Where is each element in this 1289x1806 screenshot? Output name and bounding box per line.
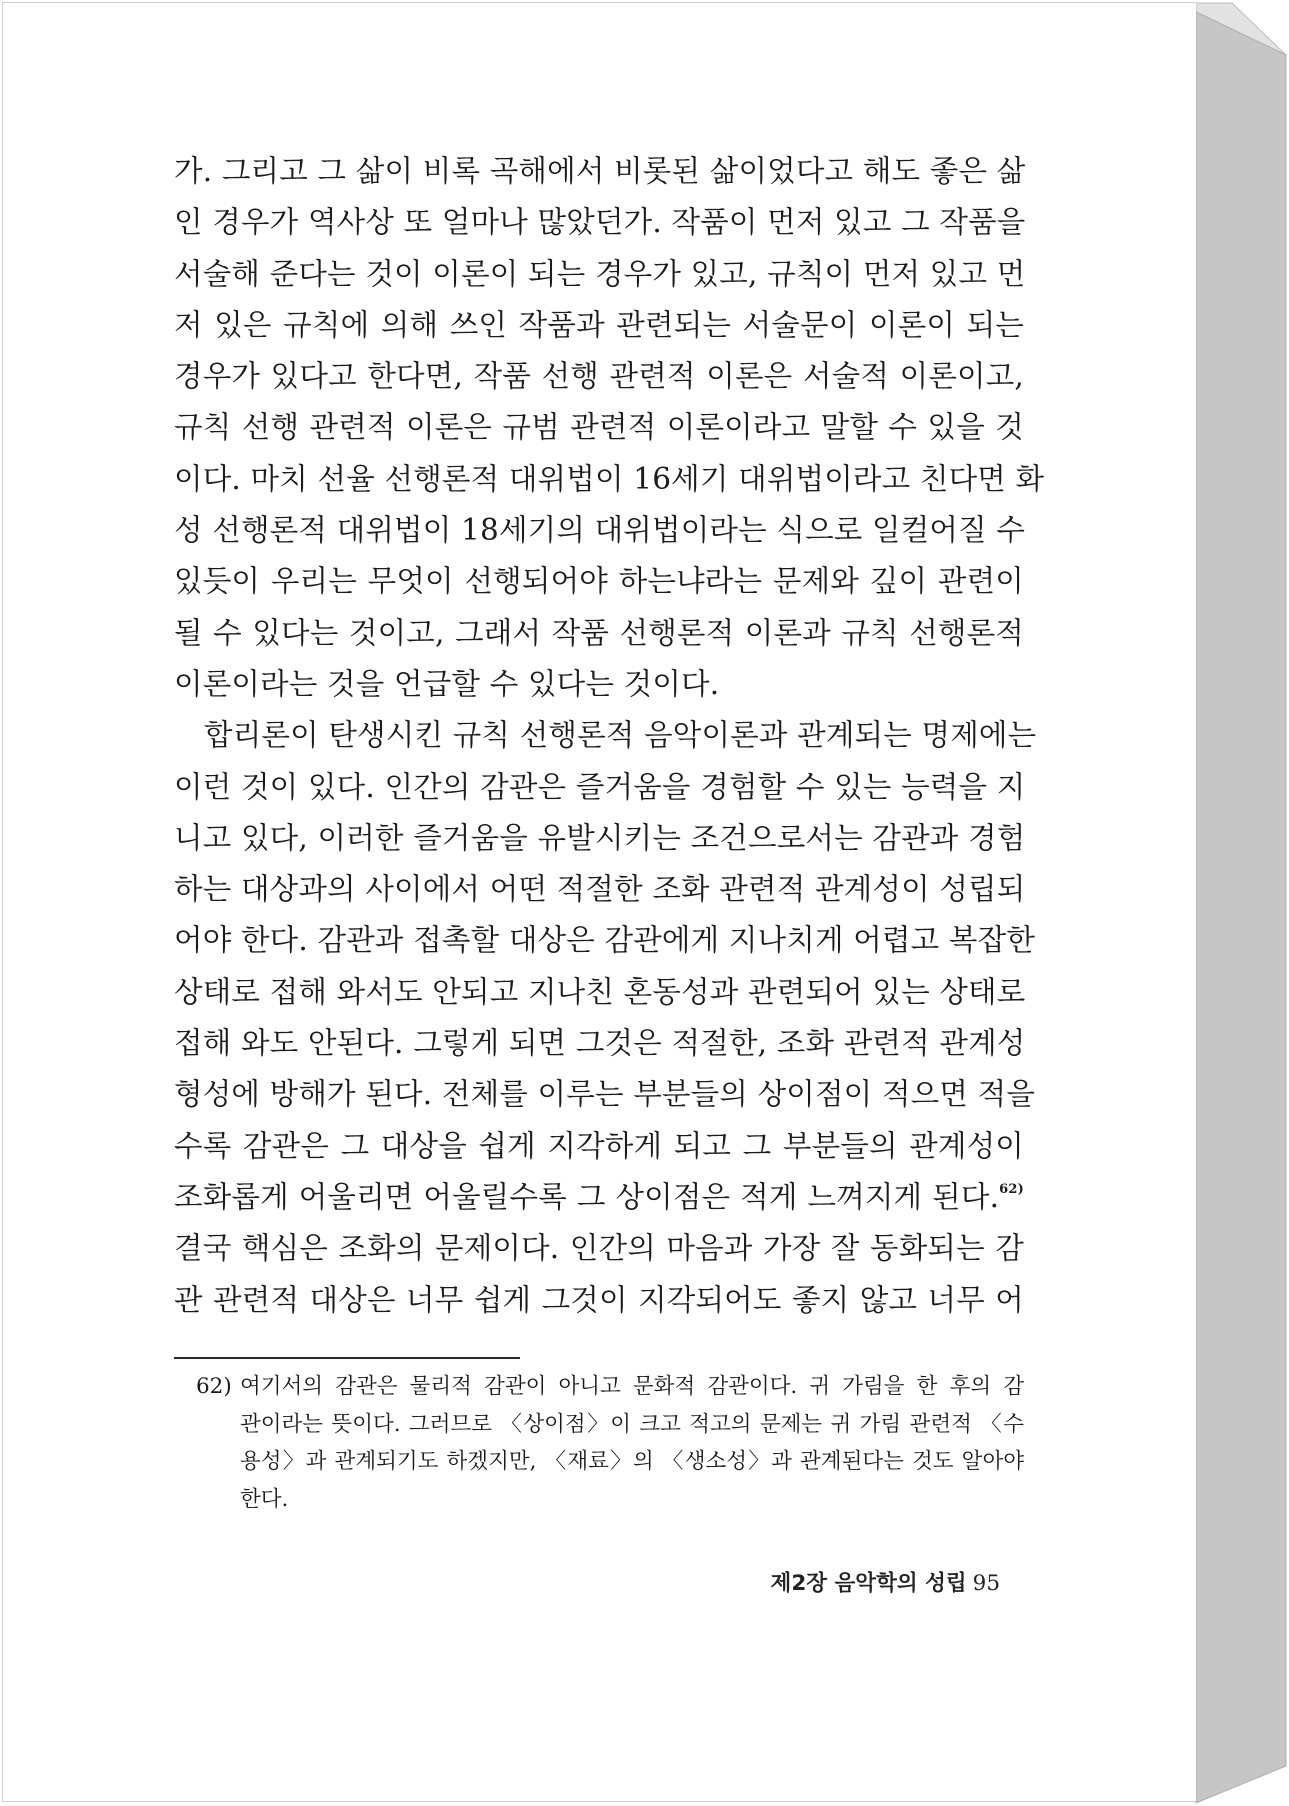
body-line: 결국 핵심은 조화의 문제이다. 인간의 마음과 가장 잘 동화되는 감 [174,1231,1024,1266]
footnote [196,1368,1024,1518]
footnote-line: 용성〉과 관계되기도 하겠지만, 〈재료〉의 〈생소성〉과 관계된다는 것도 알아야 [240,1449,1024,1474]
body-line: 합리론이 탄생시킨 규칙 선행론적 음악이론과 관계되는 명제에는 [204,718,1037,753]
body-line-with-note [174,1172,1024,1223]
body-line: 이다. 마치 선율 선행론적 대위법이 16세기 대위법이라고 친다면 화 [174,461,1045,496]
body-line: 형성에 방해가 된다. 전체를 이루는 부분들의 상이점이 적으면 적을 [174,1077,1036,1112]
body-line: 저 있은 규칙에 의해 쓰인 작품과 관련되는 서술문이 이론이 되는 [174,307,1024,342]
footnote-divider [174,1357,520,1359]
footnote-reference[interactable]: 62) [999,1181,1024,1197]
body-line: 가. 그리고 그 삶이 비록 곡해에서 비롯된 삶이었다고 해도 좋은 삶 [174,154,1026,188]
body-line: 규칙 선행 관련적 이론은 규범 관련적 이론이라고 말할 수 있을 것 [174,410,1024,445]
body-line: 접해 와도 안된다. 그렇게 되면 그것은 적절한, 조화 관련적 관계성 [174,1026,1026,1061]
footnote-line: 여기서의 감관은 물리적 감관이 아니고 문화적 감관이다. 귀 가림을 한 후의 감 [240,1374,1024,1399]
body-line: 인 경우가 역사상 또 얼마나 많았던가. 작품이 먼저 있고 그 작품을 [174,205,1026,240]
footnote-line: 관이라는 뜻이다. 그러므로 〈상이점〉이 크고 적고의 문제는 귀 가림 관련적 〈수 [240,1411,1024,1437]
footnote-line: 한다. [240,1486,289,1512]
page-number: 95 [972,1571,1000,1596]
body-line: 이런 것이 있다. 인간의 감관은 즐거움을 경험할 수 있는 능력을 지 [174,769,1026,804]
running-footer [700,1566,1000,1597]
body-line: 될 수 있다는 것이고, 그래서 작품 선행론적 이론과 규칙 선행론적 [174,615,1024,650]
chapter-title: 제2장 음악학의 성립 [770,1571,967,1596]
body-line: 성 선행론적 대위법이 18세기의 대위법이라는 식으로 일컬어질 수 [174,513,1026,548]
body-line: 수록 감관은 그 대상을 쉽게 지각하게 되고 그 부분들의 관계성이 [174,1128,1024,1163]
footnote-number: 62) [196,1374,232,1399]
body-line: 어야 한다. 감관과 접촉할 대상은 감관에게 지나치게 어렵고 복잡한 [174,923,1036,958]
body-line: 있듯이 우리는 무엇이 선행되어야 하는냐라는 문제와 깊이 관련이 [174,564,1024,599]
body-line: 하는 대상과의 사이에서 어떤 적절한 조화 관련적 관계성이 성립되 [174,872,1026,907]
body-line: 서술해 준다는 것이 이론이 되는 경우가 있고, 규칙이 먼저 있고 먼 [174,256,1026,291]
body-line-text: 조화롭게 어울리면 어울릴수록 그 상이점은 적게 느껴지게 된다. [174,1179,1000,1214]
book-edge-side [1196,12,1286,1803]
body-line: 니고 있다, 이러한 즐거움을 유발시키는 조건으로서는 감관과 경험 [174,820,1026,855]
footnote-body [240,1368,1024,1518]
body-line: 상태로 접해 와서도 안되고 지나친 혼동성과 관련되어 있는 상태로 [174,974,1026,1009]
body-line: 관 관련적 대상은 너무 쉽게 그것이 지각되어도 좋지 않고 너무 어 [174,1282,1024,1317]
body-line: 경우가 있다고 한다면, 작품 선행 관련적 이론은 서술적 이론이고, [174,359,1024,394]
body-line: 이론이라는 것을 언급할 수 있다는 것이다. [174,666,720,701]
body-text [174,146,1045,1326]
